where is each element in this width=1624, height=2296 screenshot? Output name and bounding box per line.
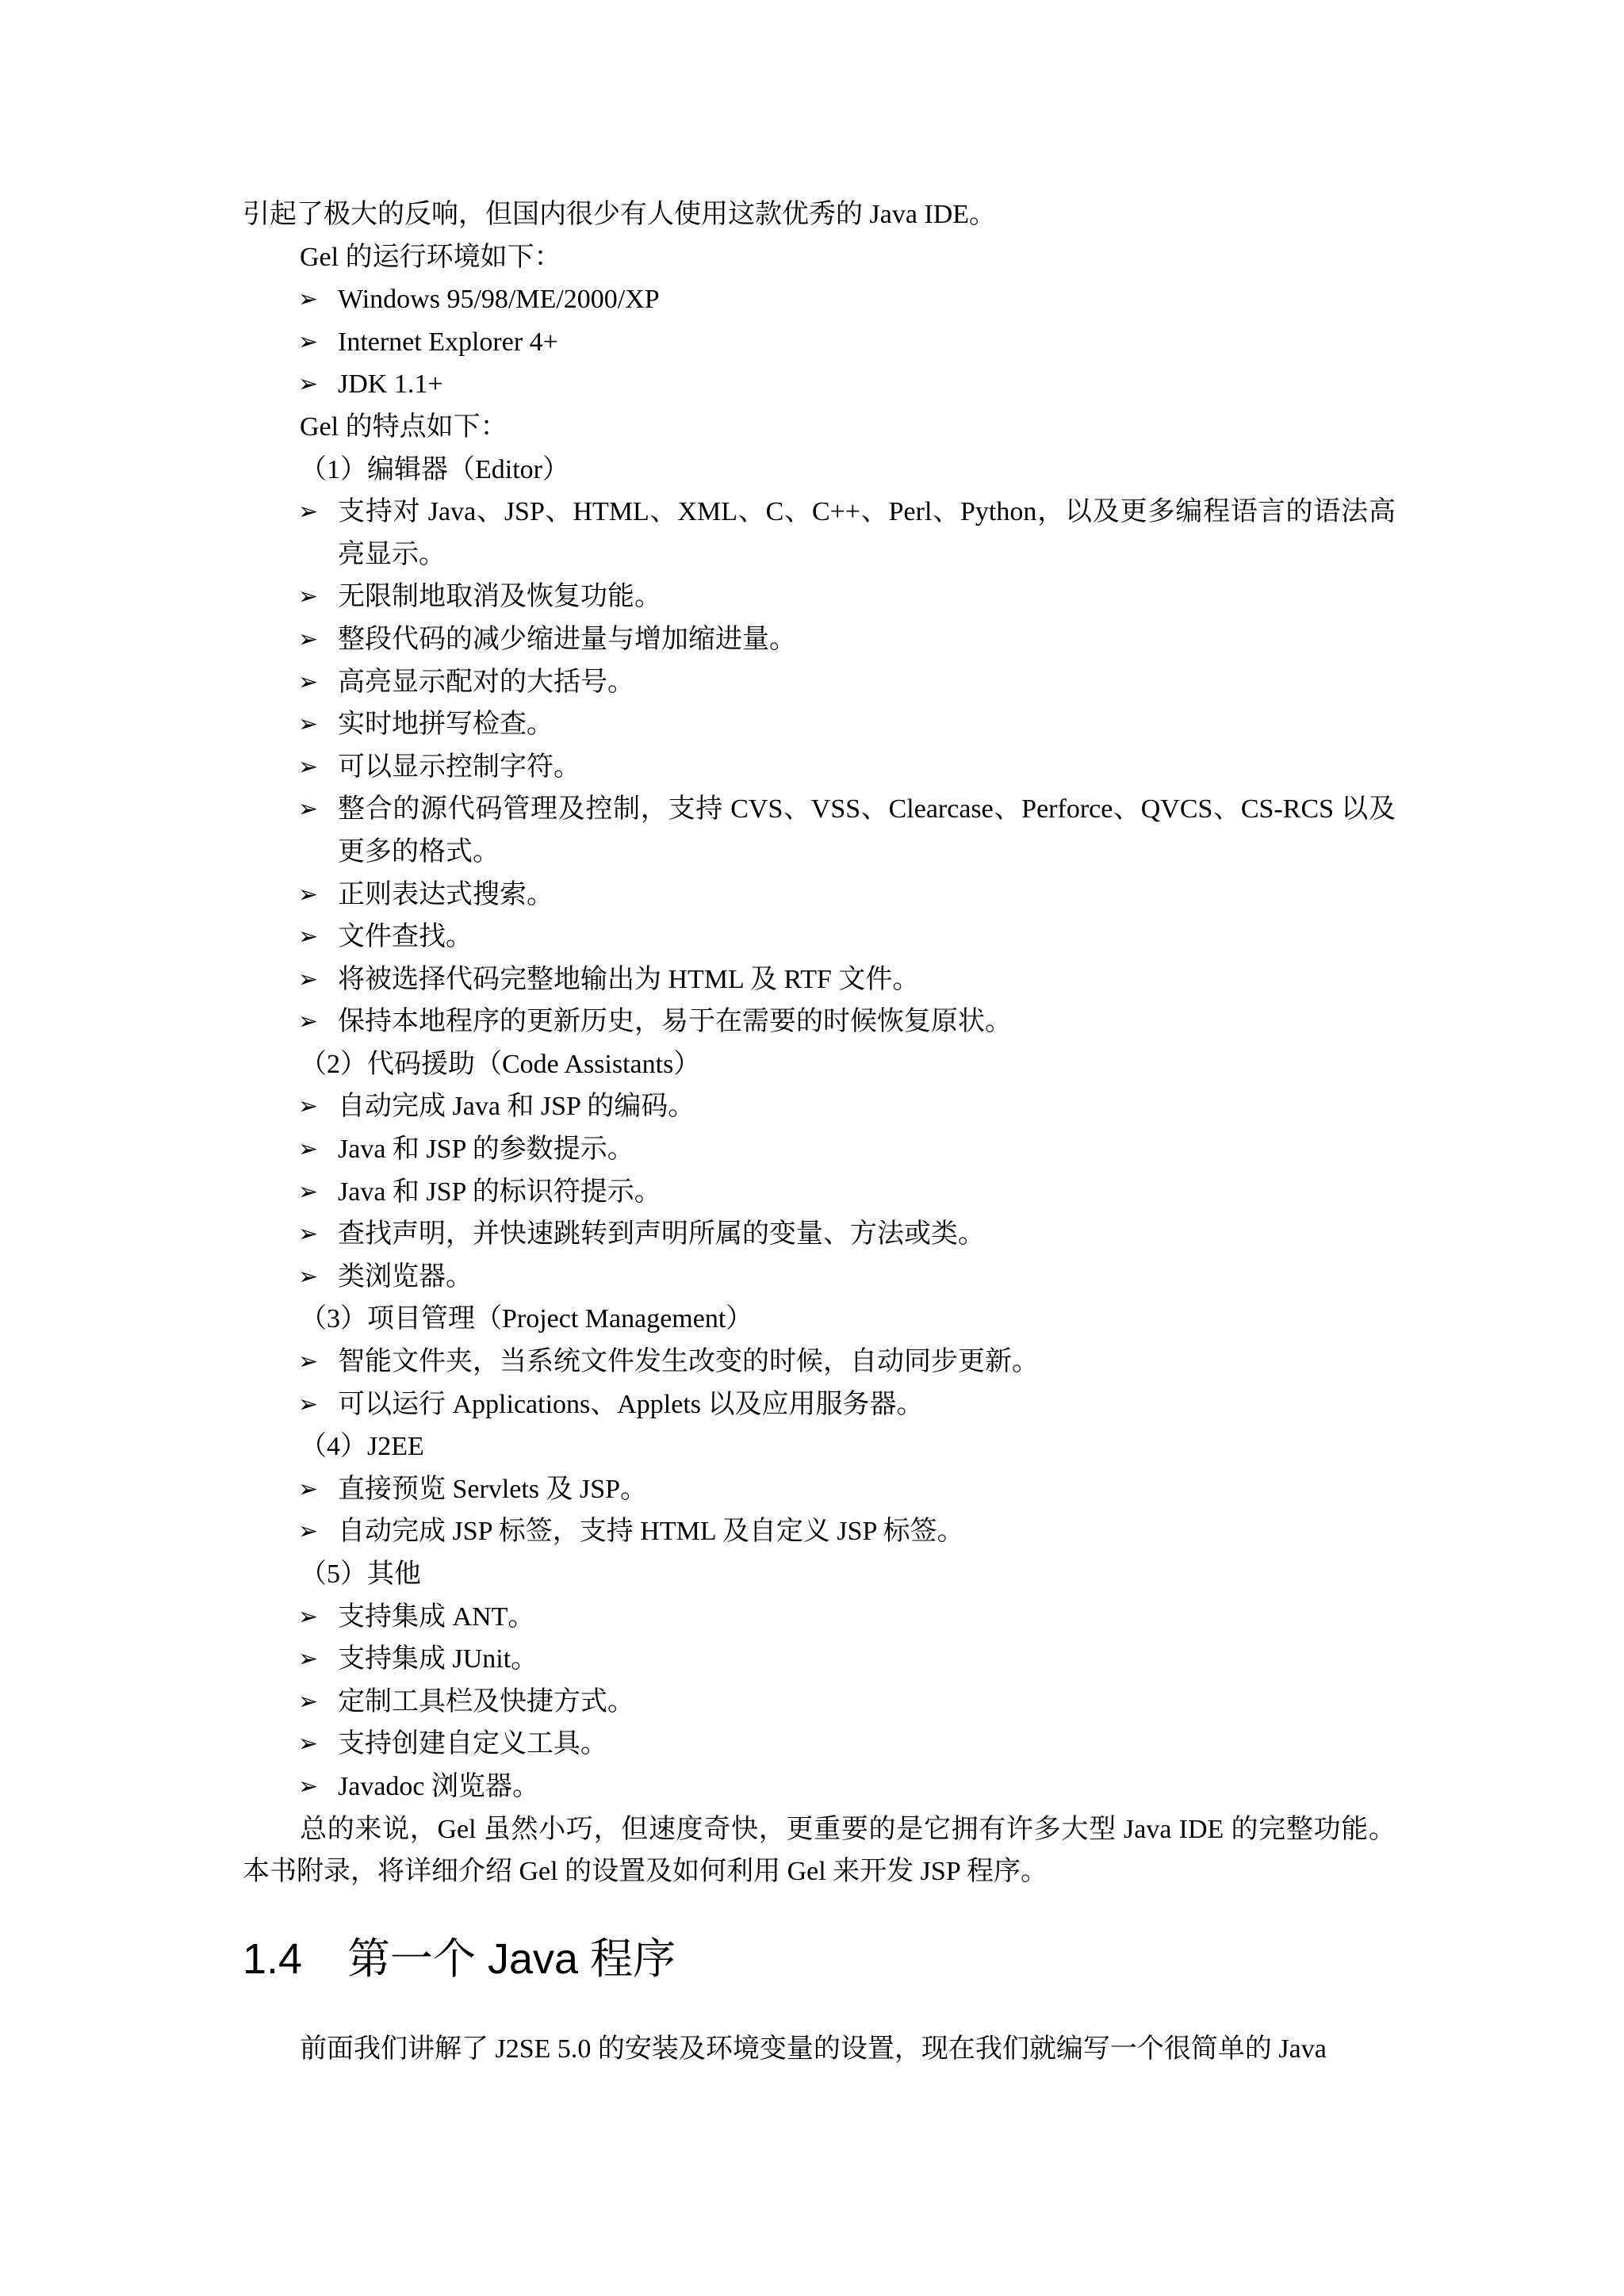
- section-title: （1）编辑器（Editor）: [300, 454, 569, 484]
- arrow-bullet-icon: ➢: [298, 1262, 319, 1291]
- feature-item-text: 支持创建自定义工具。: [338, 1729, 607, 1759]
- arrow-bullet-icon: ➢: [298, 1093, 319, 1121]
- feature-item: [243, 1596, 1396, 1639]
- feature-item-text: 可以显示控制字符。: [338, 752, 580, 782]
- feature-item-text: 整合的源代码管理及控制，支持 CVS、VSS、Clearcase、Perforce、QVCS、CS-RCS 以及更多的格式。: [338, 794, 1396, 867]
- arrow-bullet-icon: ➢: [298, 1177, 319, 1206]
- feature-item-text: 类浏览器。: [338, 1261, 473, 1292]
- arrow-bullet-icon: ➢: [298, 795, 319, 824]
- feature-item: [243, 1468, 1396, 1511]
- feature-item-text: 查找声明，并快速跳转到声明所属的变量、方法或类。: [338, 1219, 985, 1249]
- arrow-bullet-icon: ➢: [298, 1348, 319, 1376]
- section-title: （4）J2EE: [300, 1432, 424, 1462]
- arrow-bullet-icon: ➢: [298, 1602, 319, 1631]
- feature-item-text: 定制工具栏及快捷方式。: [338, 1686, 634, 1716]
- arrow-bullet-icon: ➢: [298, 1475, 319, 1503]
- env-title: Gel 的运行环境如下：: [300, 242, 561, 272]
- feature-item-text: 整段代码的减少缩进量与增加缩进量。: [338, 624, 796, 654]
- feature-item: [243, 874, 1396, 916]
- arrow-bullet-icon: ➢: [298, 923, 319, 951]
- arrow-bullet-icon: ➢: [298, 880, 319, 909]
- feature-item: [243, 703, 1396, 746]
- feature-item-text: Java 和 JSP 的参数提示。: [338, 1135, 634, 1165]
- intro-continuation: 引起了极大的反响，但国内很少有人使用这款优秀的 Java IDE。: [243, 200, 997, 229]
- arrow-bullet-icon: ➢: [298, 1135, 319, 1164]
- feature-item-text: 正则表达式搜索。: [338, 879, 553, 909]
- feature-item: [243, 1171, 1396, 1214]
- feature-item-text: 自动完成 JSP 标签，支持 HTML 及自定义 JSP 标签。: [338, 1517, 964, 1547]
- features-title: Gel 的特点如下：: [300, 411, 508, 442]
- feature-item: [243, 916, 1396, 959]
- arrow-bullet-icon: ➢: [298, 498, 319, 526]
- feature-item: [243, 1723, 1396, 1766]
- feature-item-text: 将被选择代码完整地输出为 HTML 及 RTF 文件。: [338, 964, 920, 994]
- arrow-bullet-icon: ➢: [298, 625, 319, 653]
- arrow-bullet-icon: ➢: [298, 1645, 319, 1674]
- feature-item-text: 文件查找。: [338, 922, 473, 952]
- section-title: （3）项目管理（Project Management）: [300, 1304, 753, 1334]
- env-item-text: Internet Explorer 4+: [338, 327, 558, 357]
- arrow-bullet-icon: ➢: [298, 965, 319, 993]
- feature-item-text: Java 和 JSP 的标识符提示。: [338, 1177, 661, 1207]
- env-item: [243, 363, 1396, 406]
- arrow-bullet-icon: ➢: [298, 285, 319, 314]
- feature-item-text: 直接预览 Servlets 及 JSP。: [338, 1474, 648, 1504]
- feature-item: [243, 1638, 1396, 1681]
- feature-item: [243, 661, 1396, 704]
- section-code-assistants: [243, 1043, 1396, 1299]
- arrow-bullet-icon: ➢: [298, 752, 319, 781]
- feature-item: [243, 1213, 1396, 1256]
- arrow-bullet-icon: ➢: [298, 1730, 319, 1758]
- feature-item: [243, 1766, 1396, 1808]
- section-editor: [243, 449, 1396, 1043]
- section-heading-number: 1.4: [243, 1934, 303, 1983]
- summary-paragraph: 总的来说，Gel 虽然小巧，但速度奇快，更重要的是它拥有许多大型 Java IDE 的完整功能。本书附录，将详细介绍 Gel 的设置及如何利用 Gel 来开发 JSP 程序。: [243, 1814, 1396, 1887]
- feature-item: [243, 1001, 1396, 1043]
- section-project-management: [243, 1298, 1396, 1425]
- arrow-bullet-icon: ➢: [298, 1517, 319, 1546]
- feature-item: [243, 1681, 1396, 1724]
- feature-item-text: Javadoc 浏览器。: [338, 1771, 540, 1801]
- section-heading: [243, 1931, 1396, 1987]
- feature-item: [243, 1510, 1396, 1553]
- arrow-bullet-icon: ➢: [298, 710, 319, 739]
- env-list: [243, 278, 1396, 406]
- feature-item: [243, 1128, 1396, 1171]
- feature-item-text: 支持集成 ANT。: [338, 1601, 535, 1632]
- feature-item: [243, 1341, 1396, 1383]
- arrow-bullet-icon: ➢: [298, 1220, 319, 1249]
- env-item-text: Windows 95/98/ME/2000/XP: [338, 285, 660, 315]
- feature-item-text: 支持对 Java、JSP、HTML、XML、C、C++、Perl、Python，以及更多编程语言的语法高亮显示。: [338, 497, 1396, 569]
- section-title: （2）代码援助（Code Assistants）: [300, 1049, 701, 1079]
- arrow-bullet-icon: ➢: [298, 1390, 319, 1418]
- arrow-bullet-icon: ➢: [298, 327, 319, 356]
- section-other: [243, 1553, 1396, 1808]
- feature-item: [243, 1383, 1396, 1426]
- arrow-bullet-icon: ➢: [298, 1687, 319, 1716]
- feature-item: [243, 788, 1396, 873]
- feature-item: [243, 1085, 1396, 1128]
- section-title: （5）其他: [300, 1559, 421, 1589]
- feature-item: [243, 576, 1396, 618]
- section-j2ee: [243, 1425, 1396, 1553]
- page-content: [243, 193, 1396, 2070]
- env-item-text: JDK 1.1+: [338, 369, 443, 400]
- feature-item-text: 实时地拼写检查。: [338, 710, 553, 740]
- env-item: [243, 278, 1396, 321]
- feature-item: [243, 959, 1396, 1001]
- intro-paragraph: 前面我们讲解了 J2SE 5.0 的安装及环境变量的设置，现在我们就编写一个很简单的 Java: [300, 2034, 1327, 2064]
- feature-item-text: 无限制地取消及恢复功能。: [338, 582, 661, 612]
- arrow-bullet-icon: ➢: [298, 1008, 319, 1036]
- feature-item: [243, 1256, 1396, 1299]
- feature-item-text: 智能文件夹，当系统文件发生改变的时候，自动同步更新。: [338, 1347, 1039, 1377]
- feature-item: [243, 746, 1396, 789]
- arrow-bullet-icon: ➢: [298, 668, 319, 696]
- feature-item: [243, 491, 1396, 576]
- feature-item-text: 高亮显示配对的大括号。: [338, 667, 634, 697]
- feature-item-text: 支持集成 JUnit。: [338, 1644, 538, 1674]
- feature-item-text: 保持本地程序的更新历史，易于在需要的时候恢复原状。: [338, 1007, 1012, 1037]
- arrow-bullet-icon: ➢: [298, 370, 319, 399]
- section-heading-title: 第一个 Java 程序: [347, 1934, 676, 1983]
- feature-item-text: 可以运行 Applications、Applets 以及应用服务器。: [338, 1389, 924, 1419]
- arrow-bullet-icon: ➢: [298, 583, 319, 611]
- feature-item-text: 自动完成 Java 和 JSP 的编码。: [338, 1092, 695, 1122]
- env-item: [243, 321, 1396, 364]
- feature-item: [243, 618, 1396, 661]
- arrow-bullet-icon: ➢: [298, 1772, 319, 1800]
